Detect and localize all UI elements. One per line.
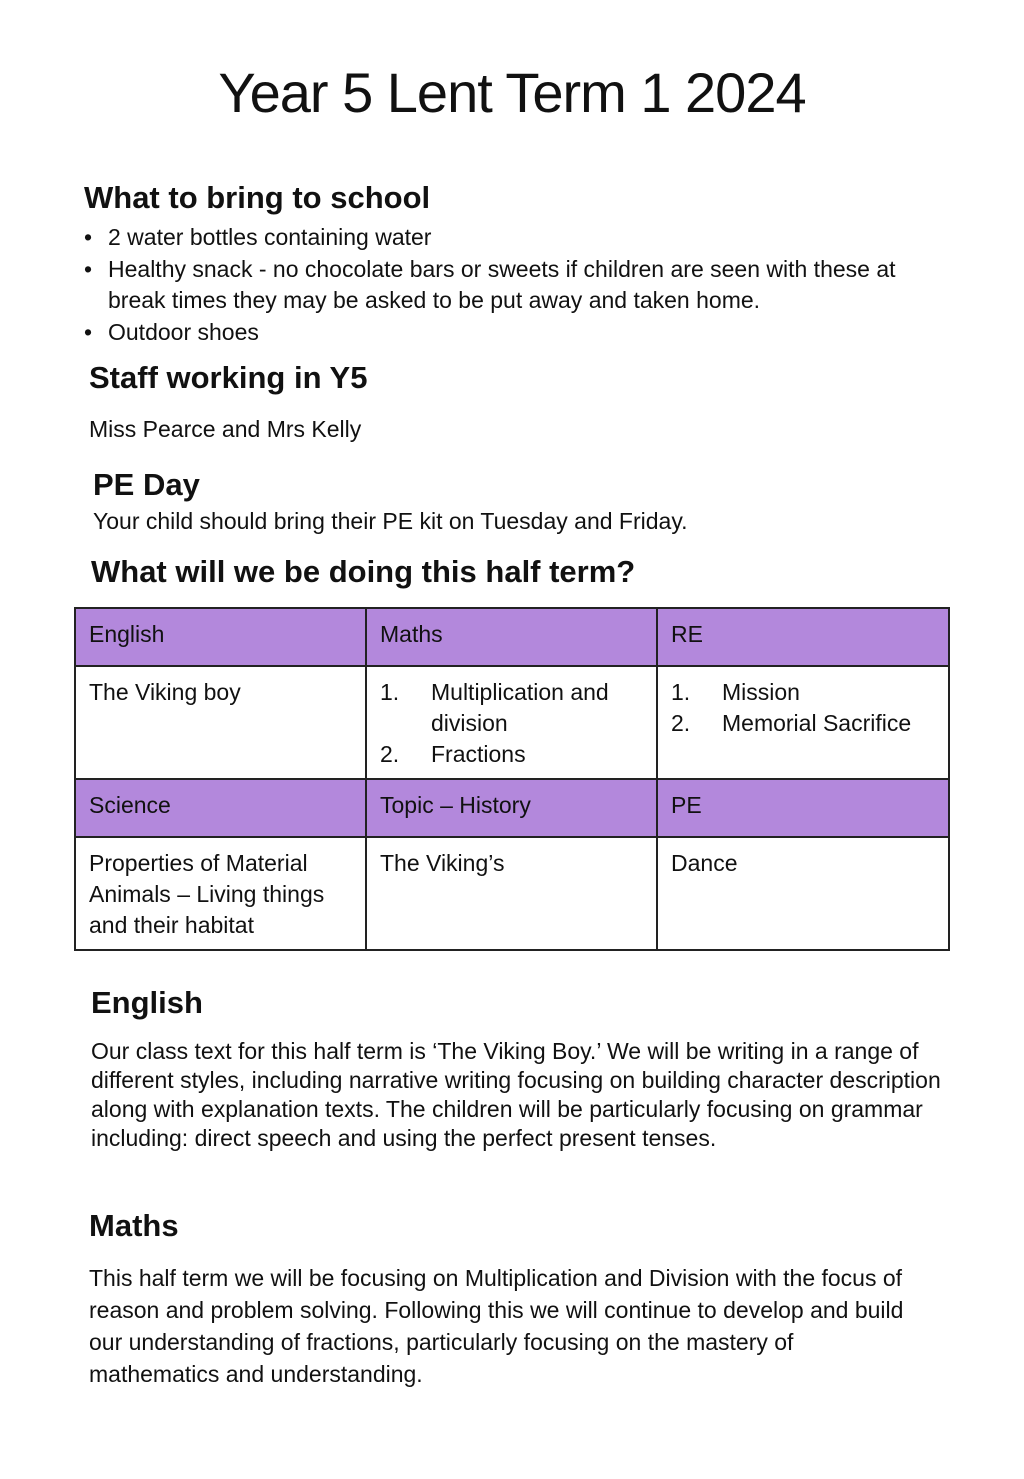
- bring-heading: What to bring to school: [84, 180, 431, 215]
- list-item: • 2 water bottles containing water: [84, 222, 954, 254]
- list-number: 2.: [380, 741, 400, 767]
- list-number: 1.: [671, 679, 691, 705]
- maths-text: This half term we will be focusing on Multiplication and Division with the focus of reason and problem solving. Following this we will continue to develop and build our understanding of fractions, particularly focusing on the mastery of mathematics and understanding.: [89, 1265, 904, 1387]
- curriculum-table: [74, 607, 950, 951]
- table-row: [75, 779, 949, 837]
- list-item: [380, 677, 644, 739]
- list-item: [380, 739, 644, 770]
- page-title: Year 5 Lent Term 1 2024: [218, 61, 806, 124]
- staff-heading: Staff working in Y5: [89, 360, 368, 395]
- plan-heading: What will we be doing this half term?: [91, 554, 636, 589]
- english-text: Our class text for this half term is ‘The Viking Boy.’ We will be writing in a range of different styles, including narrative writing focusing on building character description along with explanation texts. The children will be particularly focusing on grammar including: direct speech and using the perfect present tenses.: [91, 1038, 941, 1151]
- maths-header-cell: Maths: [366, 608, 657, 666]
- science-line: Animals – Living things and their habitat: [89, 881, 325, 938]
- science-line: Properties of Material: [89, 850, 308, 876]
- list-text: Fractions: [431, 741, 526, 767]
- re-content-cell: [657, 666, 949, 779]
- list-item: [671, 677, 936, 708]
- pe-day-heading: PE Day: [93, 467, 200, 502]
- maths-content-cell: [366, 666, 657, 779]
- list-text: Multiplication and division: [431, 679, 609, 736]
- maths-list: [380, 677, 644, 770]
- list-item: • Healthy snack - no chocolate bars or sweets if children are seen with these at break times they may be asked to be put away and taken home.: [84, 254, 954, 317]
- list-text: Mission: [722, 679, 800, 705]
- table-row: [75, 666, 949, 779]
- english-header-cell: English: [75, 608, 366, 666]
- re-header-cell: RE: [657, 608, 949, 666]
- list-number: 1.: [380, 679, 400, 705]
- science-header-cell: Science: [75, 779, 366, 837]
- re-list: [671, 677, 936, 739]
- bring-list: [84, 222, 954, 348]
- staff-text: Miss Pearce and Mrs Kelly: [89, 416, 362, 442]
- pe-content-cell: Dance: [657, 837, 949, 950]
- topic-content-cell: The Viking’s: [366, 837, 657, 950]
- english-content-cell: The Viking boy: [75, 666, 366, 779]
- science-content-cell: [75, 837, 366, 950]
- pe-day-text: Your child should bring their PE kit on Tuesday and Friday.: [93, 508, 688, 534]
- list-text: Memorial Sacrifice: [722, 710, 912, 736]
- list-item: [671, 708, 936, 739]
- pe-header-cell: PE: [657, 779, 949, 837]
- list-number: 2.: [671, 710, 691, 736]
- english-heading: English: [91, 985, 203, 1020]
- maths-heading: Maths: [89, 1208, 179, 1243]
- table-row: [75, 608, 949, 666]
- table-row: [75, 837, 949, 950]
- list-item: • Outdoor shoes: [84, 317, 954, 349]
- topic-header-cell: Topic – History: [366, 779, 657, 837]
